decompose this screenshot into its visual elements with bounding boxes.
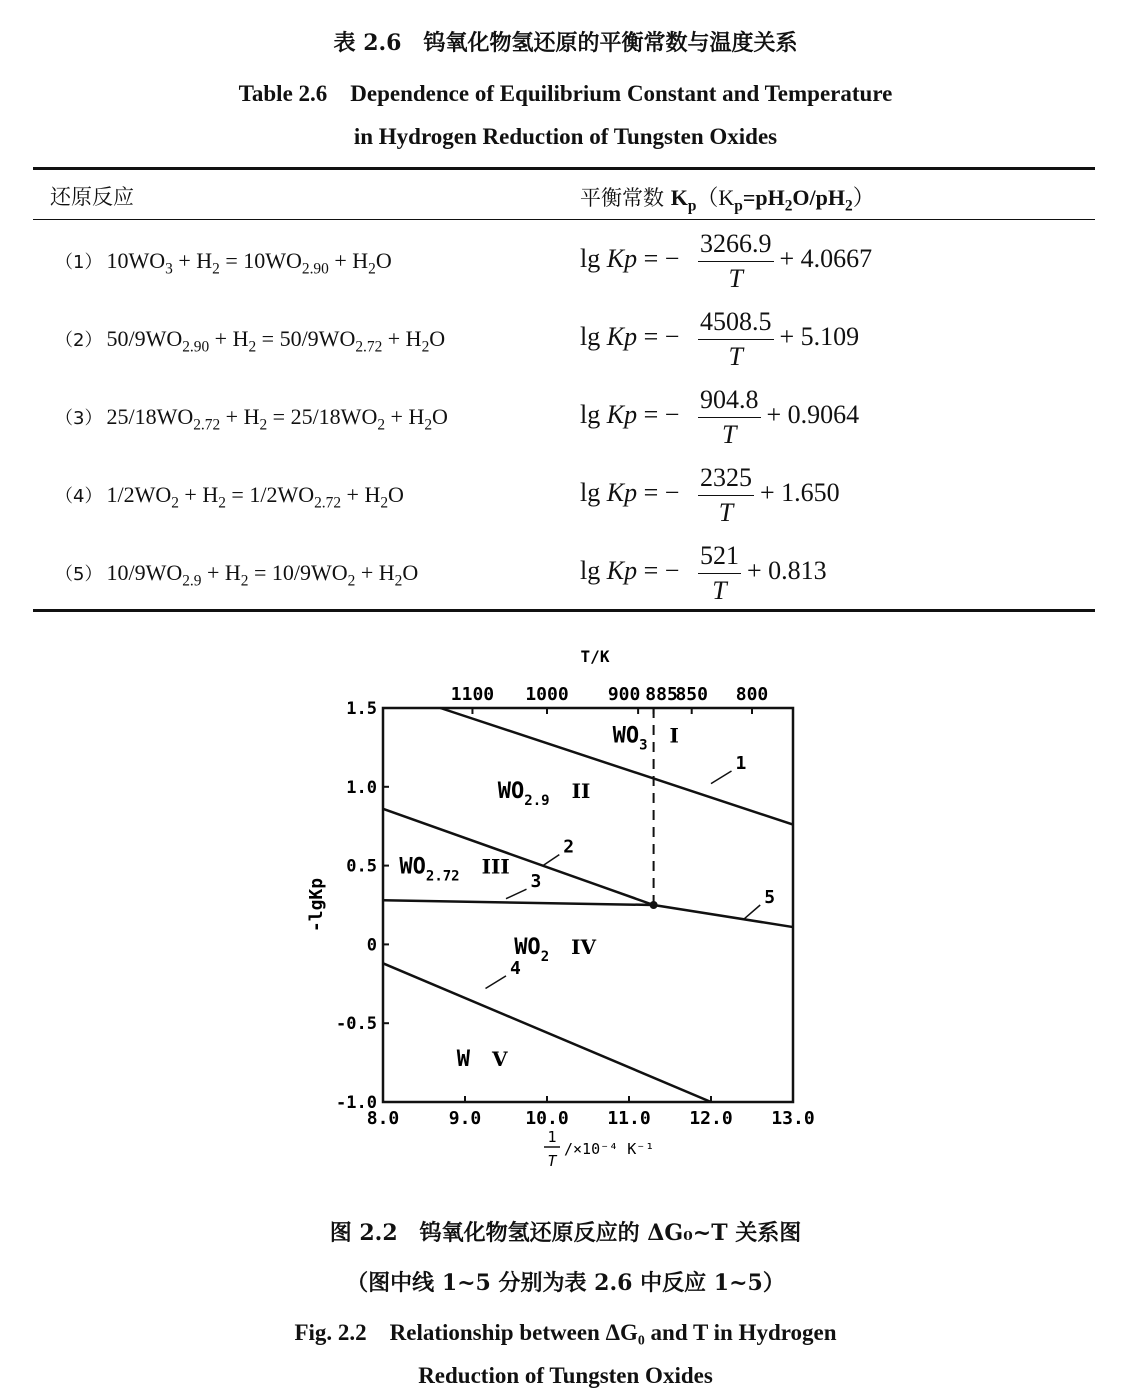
reaction-4-s3: 2.72 <box>314 494 342 512</box>
formula-constant: + 4.0667 <box>779 244 873 273</box>
reaction-2 <box>55 326 445 356</box>
reaction-5-reaction-a: 10/9WO <box>106 560 183 585</box>
kp-text: Kp <box>606 478 638 507</box>
reaction-5-s2: 2 <box>240 572 249 590</box>
reaction-5-s4: 2 <box>394 572 403 590</box>
lg-text: lg <box>580 322 601 351</box>
series-leader-1 <box>711 771 732 784</box>
equals-minus: = − <box>637 478 680 507</box>
y-tick-label: 1.0 <box>346 777 377 798</box>
reaction-5-s3: 2 <box>347 572 356 590</box>
reaction-2-reaction-e: O <box>429 326 446 351</box>
reaction-4-s4: 2 <box>380 494 389 512</box>
x-axis-label-unit: /×10⁻⁴ K⁻¹ <box>564 1140 655 1158</box>
reaction-3-reaction-e: O <box>432 404 448 429</box>
reaction-1-s4: 2 <box>368 260 376 278</box>
reaction-2-no: （2） <box>55 330 103 351</box>
header-kp: K <box>670 185 688 210</box>
y-tick-label: -0.5 <box>336 1014 377 1035</box>
reaction-3-reaction-b: + H <box>220 404 260 429</box>
formula-lg <box>580 478 679 508</box>
reaction-1 <box>55 248 392 278</box>
fraction-numerator: 521 <box>698 539 741 574</box>
reaction-4-s2: 2 <box>218 494 226 512</box>
formula-constant: + 5.109 <box>779 322 860 351</box>
y-tick-label: 0 <box>366 935 377 956</box>
reaction-3-reaction-d: + H <box>385 404 425 429</box>
header-kp-def-ph2o: =pH <box>742 185 785 210</box>
kp-text: Kp <box>606 244 638 273</box>
header-kp-def-close: ） <box>852 185 875 210</box>
formula-lg <box>580 244 679 274</box>
lg-text: lg <box>580 556 601 585</box>
table-caption-zh: 表 2.6 钨氧化物氢还原的平衡常数与温度关系 <box>333 30 798 56</box>
kp-text: Kp <box>606 400 638 429</box>
reaction-5-reaction-d: + H <box>355 560 395 585</box>
equals-minus: = − <box>637 322 680 351</box>
top-tick-label: 850 <box>675 684 708 705</box>
kp-text: Kp <box>606 556 638 585</box>
reaction-1-reaction-b: + H <box>172 248 213 273</box>
reaction-1-reaction-d: + H <box>328 248 369 273</box>
series-label-2: 2 <box>563 836 575 858</box>
fraction-denominator: T <box>722 420 737 449</box>
header-reaction: 还原反应 <box>50 185 134 209</box>
reaction-3-s4: 2 <box>424 416 433 434</box>
fraction-denominator: T <box>712 576 727 605</box>
lg-text: lg <box>580 478 601 507</box>
reaction-2-reaction-a: 50/9WO <box>106 326 183 351</box>
table-top-rule <box>33 167 1095 170</box>
fraction-numerator: 2325 <box>698 461 754 496</box>
reaction-4-reaction-b: + H <box>178 482 219 507</box>
lg-text: lg <box>580 244 601 273</box>
formula-constant: + 0.813 <box>747 556 827 585</box>
series-leader-4 <box>486 976 507 989</box>
x-tick-label: 13.0 <box>771 1108 815 1129</box>
region-label-3: $WO_{2.72}$ III <box>399 854 510 885</box>
series-line-3 <box>383 900 654 905</box>
reaction-3-s2: 2 <box>259 416 268 434</box>
region-label-4: $WO_2$ IV <box>514 934 597 965</box>
header-kp-def-ph2: O/pH <box>792 185 845 210</box>
reaction-1-s1: 3 <box>165 260 173 278</box>
equals-minus: = − <box>637 244 680 273</box>
reaction-3-reaction-c: = 25/18WO <box>267 404 378 429</box>
reaction-1-reaction-e: O <box>375 248 392 273</box>
x-tick-label: 9.0 <box>448 1108 482 1129</box>
reaction-5-reaction-b: + H <box>201 560 241 585</box>
reaction-5 <box>55 560 418 590</box>
y-axis-label: -lgKp <box>306 877 327 933</box>
x-axis-label-num: 1 <box>547 1128 557 1146</box>
figure-caption-en-line1: Fig. 2.2 Relationship between ΔG₀ and T in Hydrogen <box>294 1320 837 1345</box>
region-label-2: $WO_{2.9}$ II <box>497 778 591 809</box>
fraction <box>698 383 761 452</box>
reaction-5-reaction-e: O <box>402 560 419 585</box>
fraction <box>698 227 774 296</box>
series-label-4: 4 <box>510 957 521 979</box>
region-label-5: W V <box>456 1046 508 1072</box>
y-tick-label: 0.5 <box>346 856 377 877</box>
top-tick-label: 800 <box>735 684 769 705</box>
reaction-2-reaction-c: = 50/9WO <box>256 326 356 351</box>
top-tick-label: 885 <box>645 684 678 705</box>
figure-caption-zh-line2: （图中线 1~5 分别为表 2.6 中反应 1~5） <box>346 1270 785 1296</box>
x-tick-label: 10.0 <box>525 1108 569 1129</box>
reaction-4-s1: 2 <box>171 494 179 512</box>
formula-constant: + 1.650 <box>760 478 840 507</box>
equals-minus: = − <box>637 400 680 429</box>
x-tick-label: 12.0 <box>689 1108 733 1129</box>
reaction-1-reaction-a: 10WO <box>106 248 166 273</box>
x-axis-label-den: T <box>547 1152 557 1170</box>
region-label-1: $WO_3$ I <box>612 723 679 754</box>
fraction <box>698 461 754 530</box>
reaction-4-reaction-e: O <box>388 482 404 507</box>
formula-lg <box>580 400 679 430</box>
reaction-1-s2: 2 <box>212 260 220 278</box>
x-tick-label: 11.0 <box>607 1108 651 1129</box>
series-leader-2 <box>543 855 559 866</box>
y-tick-label: -1.0 <box>336 1093 377 1113</box>
reaction-4-no: （4） <box>55 486 103 507</box>
header-kp-def-sub2: 2 <box>784 197 793 215</box>
series-line-5 <box>654 905 793 927</box>
formula-lg <box>580 322 679 352</box>
header-kp-def-sub: p <box>734 197 743 215</box>
top-tick-label: 1000 <box>525 684 569 705</box>
reaction-4-reaction-c: = 1/2WO <box>225 482 315 507</box>
table-bottom-rule <box>33 609 1095 612</box>
reaction-4-reaction-d: + H <box>341 482 381 507</box>
y-tick-label: 1.5 <box>346 699 377 719</box>
reaction-5-s1: 2.9 <box>182 572 202 590</box>
reaction-4 <box>55 482 404 512</box>
header-kp-def-sub3: 2 <box>845 197 853 215</box>
reaction-4-reaction-a: 1/2WO <box>106 482 172 507</box>
kp-text: Kp <box>606 322 638 351</box>
header-kp-sub: p <box>687 197 697 215</box>
top-tick-label: 900 <box>607 684 641 705</box>
reaction-2-s2: 2 <box>248 338 257 356</box>
series-line-4 <box>383 963 711 1102</box>
reaction-2-s4: 2 <box>421 338 430 356</box>
triple-point <box>650 901 658 909</box>
figure-caption-en-line2: Reduction of Tungsten Oxides <box>418 1363 713 1388</box>
fraction-numerator: 3266.9 <box>698 227 774 262</box>
series-leader-5 <box>744 905 760 919</box>
series-leader-3 <box>506 889 527 898</box>
equilibrium-chart <box>280 640 840 1180</box>
lg-text: lg <box>580 400 601 429</box>
header-kp-def-open: （K <box>696 185 735 210</box>
series-label-5: 5 <box>764 887 776 908</box>
reaction-1-reaction-c: = 10WO <box>219 248 302 273</box>
fraction-numerator: 4508.5 <box>698 305 774 340</box>
series-label-3: 3 <box>530 871 542 893</box>
reaction-3 <box>55 404 448 434</box>
reaction-3-reaction-a: 25/18WO <box>106 404 194 429</box>
fraction-denominator: T <box>718 498 734 527</box>
reaction-2-s3: 2.72 <box>355 338 383 356</box>
series-label-1: 1 <box>735 753 747 775</box>
header-equilibrium-constant <box>580 181 875 215</box>
reaction-1-no: （1） <box>55 252 103 273</box>
formula-lg <box>580 556 679 586</box>
top-tick-label: 1100 <box>450 684 495 705</box>
table-header-rule <box>33 219 1095 220</box>
top-axis-label: T/K <box>580 647 610 666</box>
header-kp-zh: 平衡常数 <box>580 186 671 210</box>
table-caption-en-line1: Table 2.6 Dependence of Equilibrium Constant and Temperature <box>238 81 893 106</box>
reaction-3-no: （3） <box>55 408 103 429</box>
fraction-denominator: T <box>728 264 743 293</box>
reaction-1-s3: 2.90 <box>301 260 329 278</box>
reaction-3-s3: 2 <box>377 416 386 434</box>
fraction-numerator: 904.8 <box>698 383 761 418</box>
reaction-3-s1: 2.72 <box>193 416 221 434</box>
fraction-denominator: T <box>728 342 743 371</box>
reaction-5-reaction-c: = 10/9WO <box>248 560 348 585</box>
equals-minus: = − <box>637 556 680 585</box>
fraction <box>698 539 741 608</box>
fraction <box>698 305 774 374</box>
reaction-2-reaction-d: + H <box>382 326 422 351</box>
formula-constant: + 0.9064 <box>766 400 860 429</box>
reaction-5-no: （5） <box>55 564 103 585</box>
figure-caption-zh-line1: 图 2.2 钨氧化物氢还原反应的 ΔG₀~T 关系图 <box>329 1220 802 1246</box>
reaction-2-s1: 2.90 <box>182 338 210 356</box>
reaction-2-reaction-b: + H <box>209 326 249 351</box>
table-caption-en-line2: in Hydrogen Reduction of Tungsten Oxides <box>353 124 778 149</box>
x-tick-label: 8.0 <box>366 1108 400 1129</box>
